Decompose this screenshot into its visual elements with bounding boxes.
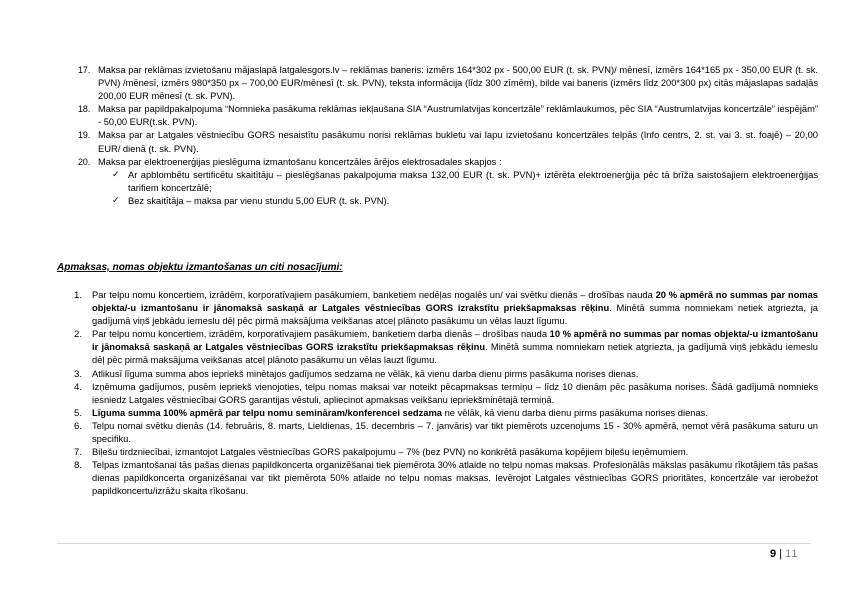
sub-list-item bbox=[68, 169, 818, 195]
item-text: Maksa par elektroenerģijas pieslēguma izmantošanu koncertzāles ārējos elektrosadales skapjos : bbox=[98, 156, 502, 167]
list-item bbox=[68, 368, 818, 381]
checkmark-icon: ✓ bbox=[112, 195, 120, 206]
sub-item-text: Ar apblombētu sertificētu skaitītāju – pieslēgšanas pakalpojuma maksa 132,00 EUR (t. sk. PVN)+ iztērēta elektroenerģija pēc tā brīža saistošajiem elektroenerģijas tarifiem koncertzālē; bbox=[128, 169, 818, 193]
item-number: 5. bbox=[74, 407, 83, 419]
pricing-list bbox=[68, 64, 818, 208]
item-number: 8. bbox=[74, 460, 83, 472]
page-separator: | bbox=[779, 548, 783, 560]
item-text-bold: 20 % apmērā no summas par nomas objekta/-u izmantošanu ir jānomaksā saskaņā ar Latgales vēstniecības GORS izrakstītu priekšapmaksas rēķinu bbox=[92, 290, 818, 314]
list-item bbox=[68, 381, 818, 407]
item-number: 18. bbox=[78, 104, 91, 115]
item-text-bold: Līguma summa 100% apmērā par telpu nomu semināram/konferencei sedzama bbox=[92, 407, 442, 418]
page-number bbox=[770, 548, 799, 560]
list-item bbox=[68, 328, 818, 367]
item-number: 1. bbox=[74, 290, 83, 301]
item-text: Telpas izmantošanai tās pašas dienas papildkoncerta organizēšanai tiek piemērota 30% atlaide no telpu nomas maksas. Profesionālās mākslas pasākumu rīkotājiem tās pašas dienas papildkoncerta organizēšanai var tikt piemērota 50% atlaide no telpu nomas maksas. Ievērojot Latgales vēstniecības GORS prioritātes, koncertzāle var ierobežot papildkoncertu/izrāžu skaita rīkošanu. bbox=[92, 460, 818, 497]
item-number: 19. bbox=[78, 130, 91, 141]
list-item bbox=[68, 64, 818, 103]
item-text: Par telpu nomu koncertiem, izrādēm, korporatīvajiem pasākumiem, banketiem darba dienās – drošības nauda bbox=[92, 329, 550, 340]
list-item bbox=[68, 129, 818, 155]
item-number: 2. bbox=[74, 329, 83, 341]
item-text-bold: 10 % apmērā no summas par nomas objekta/-u izmantošanu ir jānomaksā saskaņā ar Latgales vēstniecības GORS izrakstītu priekšapmaksas rēķinu bbox=[92, 329, 818, 353]
item-number: 6. bbox=[74, 420, 83, 432]
list-item bbox=[68, 103, 818, 129]
list-item bbox=[68, 459, 818, 498]
sub-item-text: Bez skaitītāja – maksa par vienu stundu 5,00 EUR (t. sk. PVN). bbox=[128, 195, 390, 206]
item-number: 17. bbox=[78, 65, 91, 75]
section-heading: Apmaksas, nomas objektu izmantošanas un citi nosacījumi: bbox=[57, 262, 343, 273]
list-item bbox=[68, 289, 818, 328]
sub-list-item bbox=[68, 195, 818, 208]
total-pages: 11 bbox=[785, 548, 799, 560]
list-item bbox=[68, 420, 818, 446]
current-page: 9 bbox=[770, 548, 777, 560]
list-item bbox=[68, 156, 818, 169]
item-text: Telpu nomai svētku dienās (14. februāris, 8. marts, Lieldienas, 15. decembris – 7. janvāris) var tikt piemērots uzcenojums 15 - 30% apmērā, ņemot vērā pasākuma saturu un specifiku. bbox=[92, 420, 818, 445]
item-text: . Minētā summa nomniekam netiek atgriezta, ja gadījumā viņš jebkādu iemeslu dēļ pēc pirmā maksājuma veikšanas atceļ plānoto pasākumu un vēlas lauzt līgumu. bbox=[92, 303, 818, 327]
list-item bbox=[68, 407, 818, 420]
item-text: Maksa par ar Latgales vēstniecību GORS nesaistītu pasākumu norisi reklāmas bukletu vai lapu izvietošanu koncertzāles telpās (Info centrs, 2. st. vai 3. st. foajē) – 20,00 EUR/ dienā (t. sk. PVN). bbox=[98, 130, 818, 154]
item-number: 20. bbox=[78, 156, 91, 167]
item-number: 3. bbox=[74, 368, 83, 380]
item-text: Izņēmuma gadījumos, pusēm iepriekš vienojoties, telpu nomas maksai var noteikt pēcapmaksas termiņu – līdz 10 dienām pēc pasākuma norises. Šādā gadījumā nomnieks iesniedz Latgales vēstniecībai GORS garantijas vēstuli, apliecinot apmaksas veikšanu iepriekšminētajā termiņā. bbox=[92, 381, 818, 405]
item-number: 7. bbox=[74, 447, 83, 459]
item-text: Maksa par papildpakalpojuma “Nomnieka pasākuma reklāmas iekļaušana SIA “Austrumlatvijas koncertzāle” reklāmlaukumos, pēc SIA “Austrumlatvijas koncertzāle” iespējām” - 50,00 EUR(t.sk. PVN). bbox=[98, 104, 818, 128]
item-text: Biļešu tirdzniecībai, izmantojot Latgales vēstniecības GORS pakalpojumu – 7% (bez PVN) no konkrētā pasākuma kopējiem biļešu ieņēmumiem. bbox=[92, 447, 689, 458]
footer-divider bbox=[57, 543, 811, 544]
item-text: ne vēlāk, kā vienu darba dienu pirms pasākuma norises dienas. bbox=[442, 407, 708, 418]
item-text: Maksa par reklāmas izvietošanu mājaslapā latgalesgors.lv – reklāmas baneris: izmērs 164*302 px - 500,00 EUR (t. sk. PVN)/ mēnesī, izmērs 164*165 px - 350,00 EUR (t. sk. PVN) /mēnesī, izmērs 980*350 px – 700,00 EUR/mēnesī (t. sk. PVN), teksta informācija (līdz 300 zīmēm), bilde vai baneris (izmērs līdz 200*300 px) citās mājaslapas sadaļās 200,00 EUR mēnesī (t. sk. PVN). bbox=[98, 65, 818, 102]
item-number: 4. bbox=[74, 381, 83, 393]
checkmark-icon: ✓ bbox=[112, 169, 120, 180]
item-text: Par telpu nomu koncertiem, izrādēm, korporatīvajiem pasākumiem, banketiem nedēļas nogalēs un/ vai svētku dienās – drošības nauda bbox=[92, 290, 656, 300]
item-text: . Minētā summa nomniekam netiek atgriezta, ja gadījumā viņš jebkādu iemeslu dēļ pēc pirmā maksājuma veikšanas atceļ plānoto pasākumu un vēlas lauzt līgumu. bbox=[92, 342, 818, 366]
list-item bbox=[68, 446, 818, 459]
item-text: Atlikusī līguma summa abos iepriekš minētajos gadījumos sedzama ne vēlāk, kā vienu darba dienu pirms pasākuma norises dienas. bbox=[92, 368, 639, 379]
conditions-list bbox=[68, 289, 818, 499]
